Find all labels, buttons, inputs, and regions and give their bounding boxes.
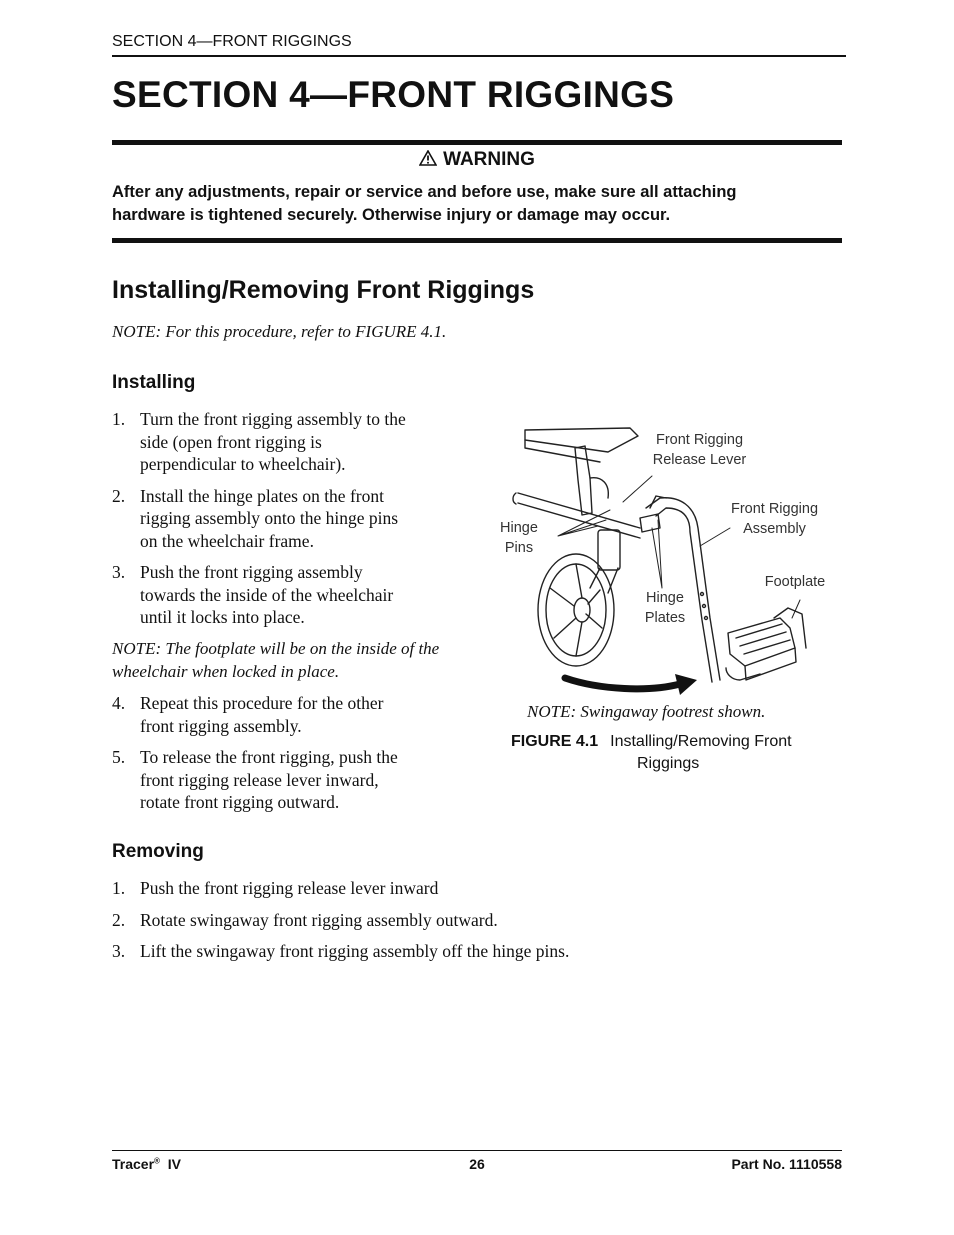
figure-caption <box>511 731 792 775</box>
page-number: 26 <box>469 1156 485 1172</box>
warning-bottom-rule <box>112 238 842 243</box>
installing-heading: Installing <box>112 372 196 393</box>
list-item: 1. Push the front rigging release lever inward <box>112 878 439 898</box>
list-item: 3. Push the front rigging assembly towards the inside of the wheelchair until it locks into place. <box>112 562 394 627</box>
removing-steps <box>112 877 832 972</box>
list-item: 2. Rotate swingaway front rigging assembly outward. <box>112 909 498 930</box>
label-footplate: Footplate <box>764 574 826 590</box>
procedure-note: NOTE: For this procedure, refer to FIGURE 4.1. <box>112 322 447 341</box>
page-title: SECTION 4—FRONT RIGGINGS <box>112 74 675 115</box>
list-item: 1. Turn the front rigging assembly to the side (open front rigging is perpendicular to wheelchair). <box>112 409 406 474</box>
removing-heading: Removing <box>112 841 204 862</box>
installing-steps-b <box>112 692 472 823</box>
warning-label: WARNING <box>443 149 535 170</box>
label-hinge-plates: Hinge Plates <box>644 590 686 626</box>
warning-heading <box>112 149 842 172</box>
installing-steps-a <box>112 408 472 638</box>
figure-illustration <box>490 418 840 700</box>
warning-triangle-icon <box>419 150 437 172</box>
list-item: 5. To release the front rigging, push the front rigging release lever inward, rotate front rigging outward. <box>112 747 398 812</box>
label-release-lever: Front Rigging Release Lever <box>652 432 747 468</box>
figure-title: Installing/Removing Front <box>610 733 792 750</box>
header-rule <box>112 55 846 57</box>
footer-product: Tracer® IV <box>112 1156 181 1172</box>
label-rigging-assembly: Front Rigging Assembly <box>730 501 819 537</box>
footer-part-number: Part No. 1110558 <box>731 1156 842 1172</box>
warning-line-1: After any adjustments, repair or service and before use, make sure all attaching <box>112 183 737 201</box>
list-item: 3. Lift the swingaway front rigging assembly off the hinge pins. <box>112 941 570 961</box>
warning-text <box>112 181 842 227</box>
footplate-note: NOTE: The footplate will be on the inside of the wheelchair when locked in place. <box>112 639 440 681</box>
warning-top-rule <box>112 140 842 145</box>
section-heading: Installing/Removing Front Riggings <box>112 276 535 304</box>
running-head: SECTION 4—FRONT RIGGINGS <box>112 33 352 50</box>
figure-note: NOTE: Swingaway footrest shown. <box>527 702 766 721</box>
list-item: 2. Install the hinge plates on the front rigging assembly onto the hinge pins on the wheelchair frame. <box>112 485 399 551</box>
list-item: 4. Repeat this procedure for the other front rigging assembly. <box>112 693 384 736</box>
footer-rule <box>112 1150 842 1151</box>
warning-line-2: hardware is tightened securely. Otherwise injury or damage may occur. <box>112 206 671 224</box>
label-hinge-pins: Hinge Pins <box>500 520 538 556</box>
figure-number: FIGURE 4.1 <box>511 733 599 750</box>
figure-title-line-2: Riggings <box>637 755 700 772</box>
